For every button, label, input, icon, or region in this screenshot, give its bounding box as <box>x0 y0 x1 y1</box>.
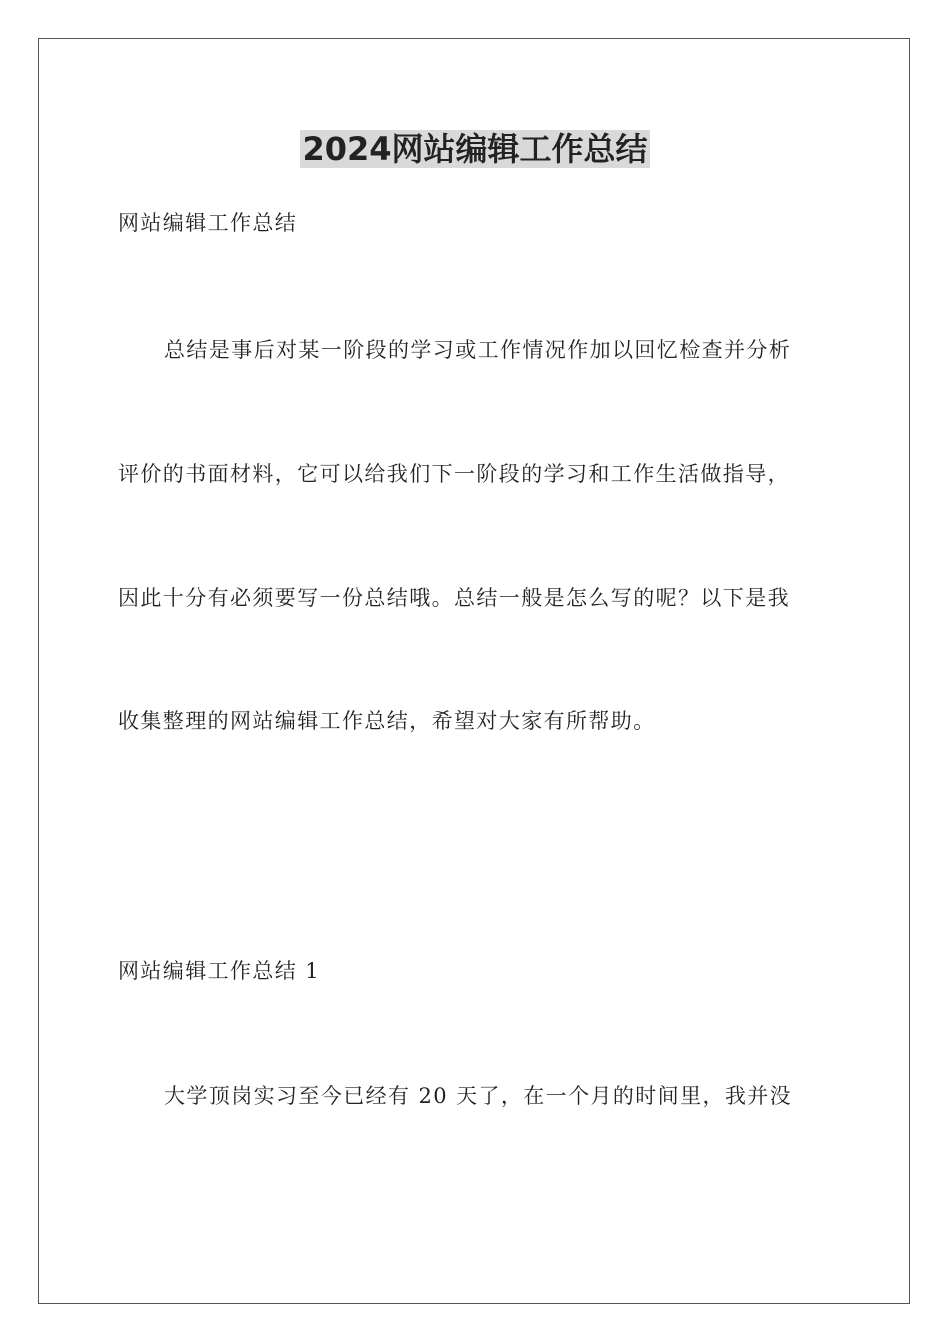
document-subtitle: 网站编辑工作总结 <box>118 211 298 235</box>
intro-line-3: 因此十分有必须要写一份总结哦。总结一般是怎么写的呢？以下是我 <box>118 586 790 610</box>
intro-line-1: 总结是事后对某一阶段的学习或工作情况作加以回忆检查并分析 <box>164 338 792 362</box>
intro-line-4: 收集整理的网站编辑工作总结，希望对大家有所帮助。 <box>118 709 656 733</box>
section-heading: 网站编辑工作总结 1 <box>118 959 321 983</box>
section-line-1: 大学顶岗实习至今已经有 20 天了，在一个月的时间里，我并没 <box>164 1084 793 1108</box>
document-title <box>0 128 950 170</box>
intro-line-2: 评价的书面材料，它可以给我们下一阶段的学习和工作生活做指导， <box>118 462 790 486</box>
document-title-text: 2024网站编辑工作总结 <box>302 130 648 168</box>
